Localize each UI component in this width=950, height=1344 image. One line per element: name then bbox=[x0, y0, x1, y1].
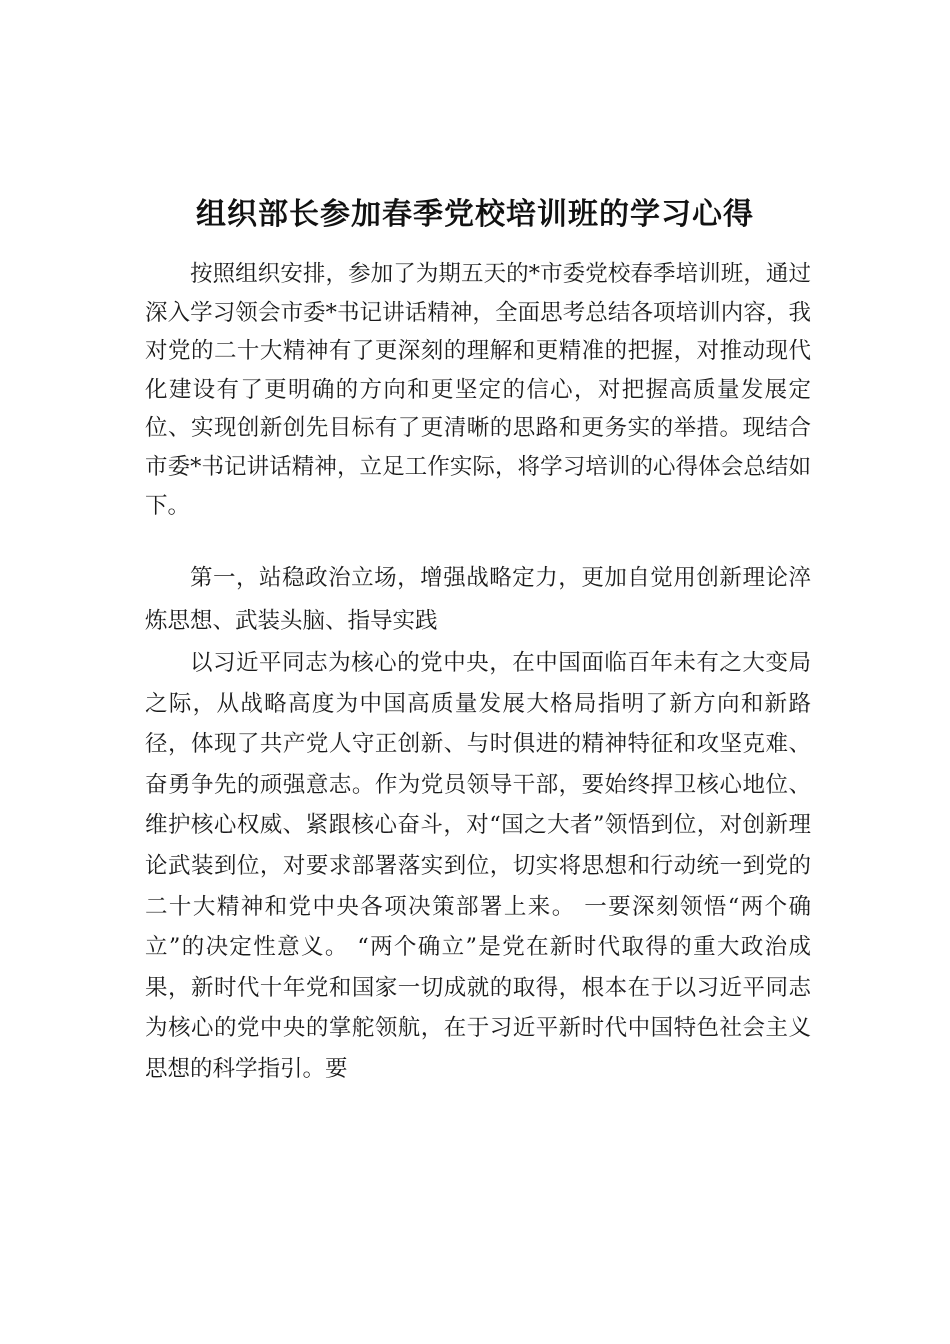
document-title: 组织部长参加春季党校培训班的学习心得 bbox=[196, 197, 754, 232]
body-paragraph: 以习近平同志为核心的党中央，在中国面临百年未有之大变局之际，从战略高度为中国高质量发展大格局指明了新方向和新路径，体现了共产党人守正创新、与时俱进的精神特征和攻坚克难、奋勇争先的顽强意志。作为党员领导干部，要始终捍卫核心地位、维护核心权威、紧跟核心奋斗，对“国之大者”领悟到位，对创新理论武装到位，对要求部署落实到位，切实将思想和行动统一到党的二十大精神和党中央各项决策部署上来。 一要深刻领悟“两个确立”的决定性意义。 “两个确立”是党在新时代取得的重大政治成果，新时代十年党和国家一切成就的取得，根本在于以习近平同志为核心的党中央的掌舵领航，在于习近平新时代中国特色社会主义思想的科学指引。要 bbox=[145, 650, 811, 1082]
section-heading-paragraph: 第一，站稳政治立场，增强战略定力，更加自觉用创新理论淬炼思想、武装头脑、指导实践 bbox=[145, 565, 811, 634]
intro-paragraph: 按照组织安排，参加了为期五天的*市委党校春季培训班，通过深入学习领会市委*书记讲话精神，全面思考总结各项培训内容，我对党的二十大精神有了更深刻的理解和更精准的把握，对推动现代化建设有了更明确的方向和更坚定的信心，对把握高质量发展定位、实现创新创先目标有了更清晰的思路和更务实的举措。现结合市委*书记讲话精神，立足工作实际，将学习培训的心得体会总结如下。 bbox=[145, 261, 811, 519]
